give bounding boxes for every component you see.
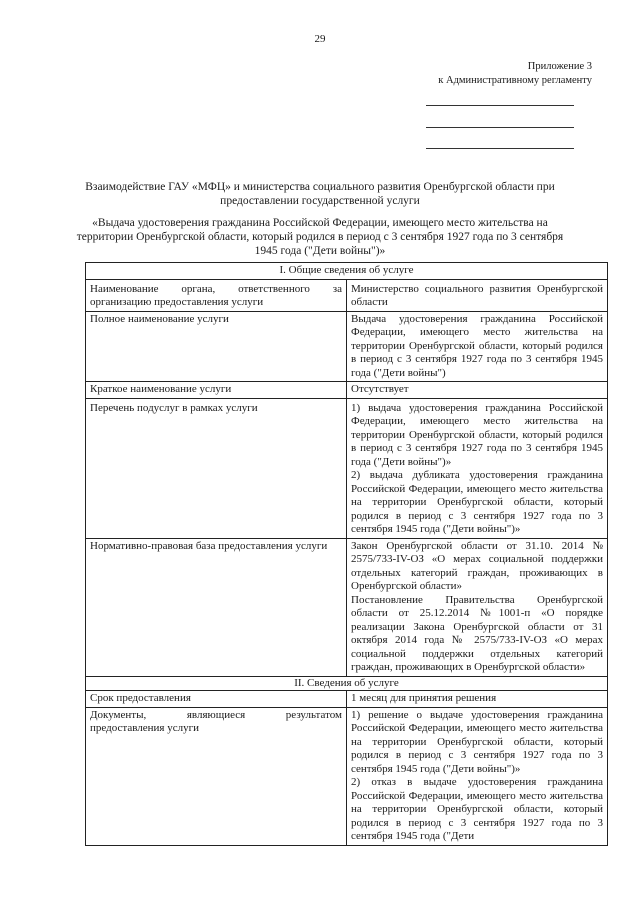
section-row [86, 676, 608, 691]
table-row [86, 691, 608, 708]
row-value: Выдача удостоверения гражданина Российской Федерации, имеющего место жительства на территории Оренбургской области, который родился в период с 3 сентября 1927 года по 3 сентября 1945 года ("Дети войны") [347, 311, 608, 382]
appendix-title: Приложение 3 [527, 61, 592, 72]
row-value: Министерство социального развития Оренбургской области [347, 279, 608, 311]
service-info-table [85, 262, 608, 846]
appendix-subtitle: к Административному регламенту [438, 75, 592, 86]
row-value: 1 месяц для принятия решения [347, 691, 608, 708]
table-row [86, 279, 608, 311]
section-heading-1: I. Общие сведения об услуге [86, 263, 608, 280]
table-row [86, 398, 608, 538]
row-value: 1) выдача удостоверения гражданина Российской Федерации, имеющего место жительства на территории Оренбургской области, который родился в период с 3 сентября 1927 года по 3 сентября 1945 года ("Дети войны")» 2) выдача дубликата удостоверения гражданина Российской Федерации, имеющего место жительства на территории Оренбургской области, который родился в период с 3 сентября 1927 года по 3 сентября 1945 года ("Дети войны")» [347, 398, 608, 538]
signature-line [426, 148, 574, 149]
service-title: «Выдача удостоверения гражданина Российской Федерации, имеющего место жительства на территории Оренбургской области, который родился в период с 3 сентября 1927 года по 3 сентября 1945 года ("Дети войны")» [76, 217, 564, 257]
signature-line [426, 127, 574, 128]
row-label: Срок предоставления [86, 691, 347, 708]
table-row [86, 311, 608, 382]
section-row [86, 263, 608, 280]
row-label: Нормативно-правовая база предоставления услуги [86, 538, 347, 676]
table-row [86, 538, 608, 676]
row-value: Закон Оренбургской области от 31.10. 2014 № 2575/733-IV-ОЗ «О мерах социальной поддержки отдельных категорий граждан, проживающих в Оренбургской области» Постановление Правительства Оренбургской области от 25.12.2014 №1001-п «О порядке реализации Закона Оренбургской области от 31 октября 2014 года № 2575/733-IV-ОЗ «О мерах социальной поддержки отдельных категорий граждан, проживающих в Оренбургской области» [347, 538, 608, 676]
row-label: Документы, являющиеся результатом предоставления услуги [86, 707, 347, 845]
row-value: Отсутствует [347, 382, 608, 399]
row-label: Перечень подуслуг в рамках услуги [86, 398, 347, 538]
row-label: Наименование органа, ответственного за организацию предоставления услуги [86, 279, 347, 311]
signature-line [426, 105, 574, 106]
document-title: Взаимодействие ГАУ «МФЦ» и министерства социального развития Оренбургской области при предоставлении государственной услуги [85, 181, 555, 207]
page-number: 29 [314, 33, 326, 45]
row-label: Полное наименование услуги [86, 311, 347, 382]
row-label: Краткое наименование услуги [86, 382, 347, 399]
row-value: 1) решение о выдаче удостоверения гражданина Российской Федерации, имеющего место жительства на территории Оренбургской области, который родился в период с 3 сентября 1927 года по 3 сентября 1945 года ("Дети войны")» 2) отказ в выдаче удостоверения гражданина Российской Федерации, имеющего место жительства на территории Оренбургской области, который родился в период с 3 сентября 1927 года по 3 сентября 1945 года ("Дети [347, 707, 608, 845]
section-heading-2: II. Сведения об услуге [86, 676, 608, 691]
table-row [86, 382, 608, 399]
table-row [86, 707, 608, 845]
appendix-header [438, 60, 592, 88]
